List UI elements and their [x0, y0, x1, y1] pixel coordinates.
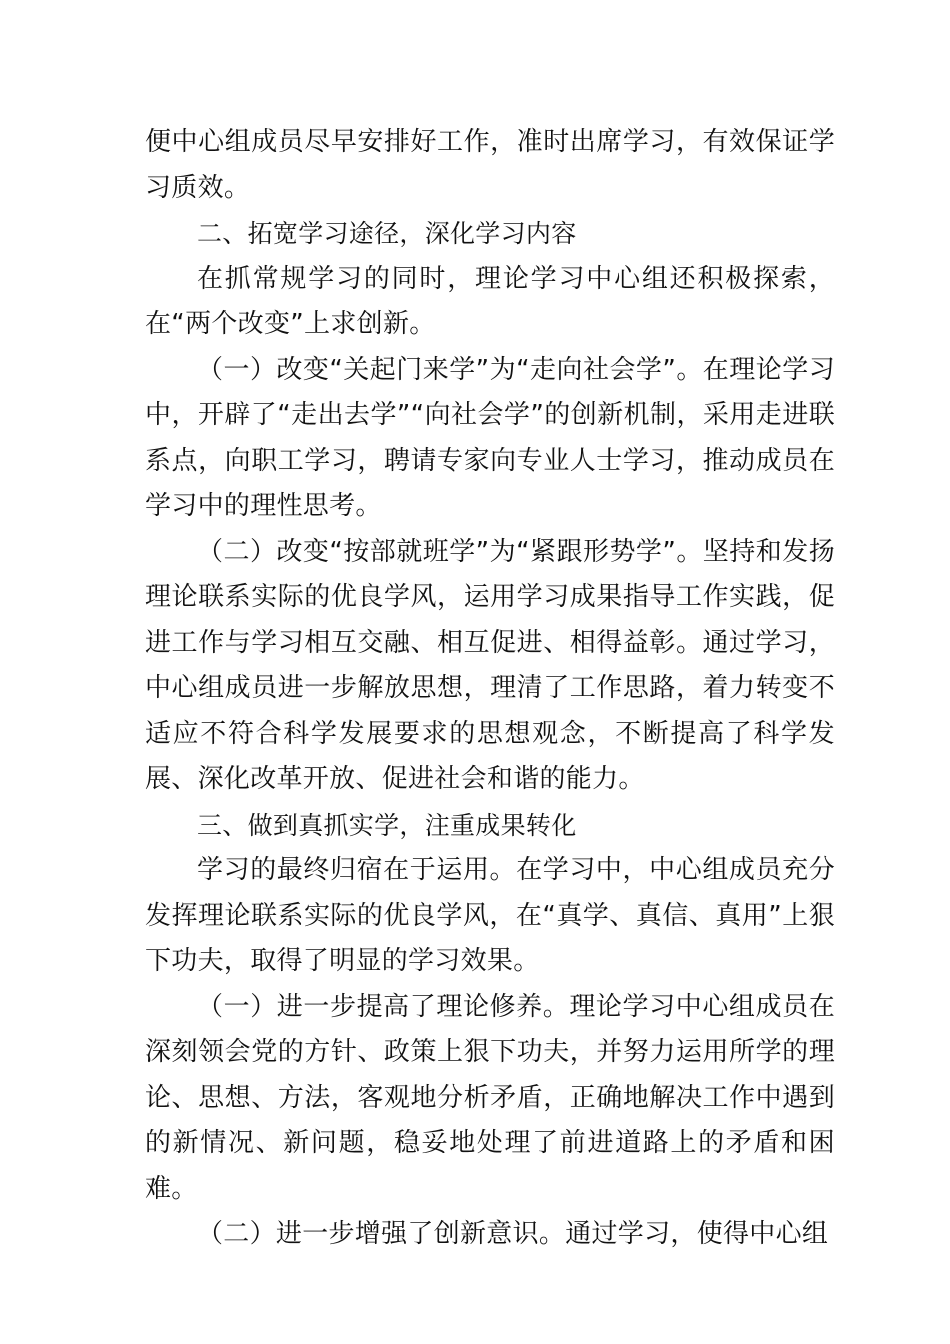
body-paragraph: （二）改变“按部就班学”为“紧跟形势学”。坚持和发扬理论联系实际的优良学风，运用学习成果指导工作实践，促进工作与学习相互交融、相互促进、相得益彰。通过学习，中心组成员进一步解放思想，理清了工作思路，着力转变不适应不符合科学发展要求的思想观念，不断提高了科学发展、深化改革开放、促进社会和谐的能力。 [145, 536, 835, 794]
body-paragraph: 便中心组成员尽早安排好工作，准时出席学习，有效保证学习质效。 [145, 127, 835, 203]
body-paragraph: （二）进一步增强了创新意识。通过学习，使得中心组 [197, 1219, 829, 1249]
body-paragraph: 在抓常规学习的同时，理论学习中心组还积极探索，在“两个改变”上求创新。 [145, 263, 835, 339]
body-paragraph: （一）改变“关起门来学”为“走向社会学”。在理论学习中，开辟了“走出去学”“向社会学”的创新机制，采用走进联系点，向职工学习，聘请专家向专业人士学习，推动成员在学习中的理性思考。 [145, 354, 835, 521]
body-paragraph: 学习的最终归宿在于运用。在学习中，中心组成员充分发挥理论联系实际的优良学风，在“真学、真信、真用”上狠下功夫，取得了明显的学习效果。 [145, 855, 835, 976]
section-heading: 三、做到真抓实学，注重成果转化 [197, 810, 577, 840]
document-body [145, 120, 835, 1258]
section-heading: 二、拓宽学习途径，深化学习内容 [197, 219, 577, 248]
body-paragraph: （一）进一步提高了理论修养。理论学习中心组成员在深刻领会党的方针、政策上狠下功夫，并努力运用所学的理论、思想、方法，客观地分析矛盾，正确地解决工作中遇到的新情况、新问题，稳妥地处理了前进道路上的矛盾和困难。 [145, 991, 835, 1204]
